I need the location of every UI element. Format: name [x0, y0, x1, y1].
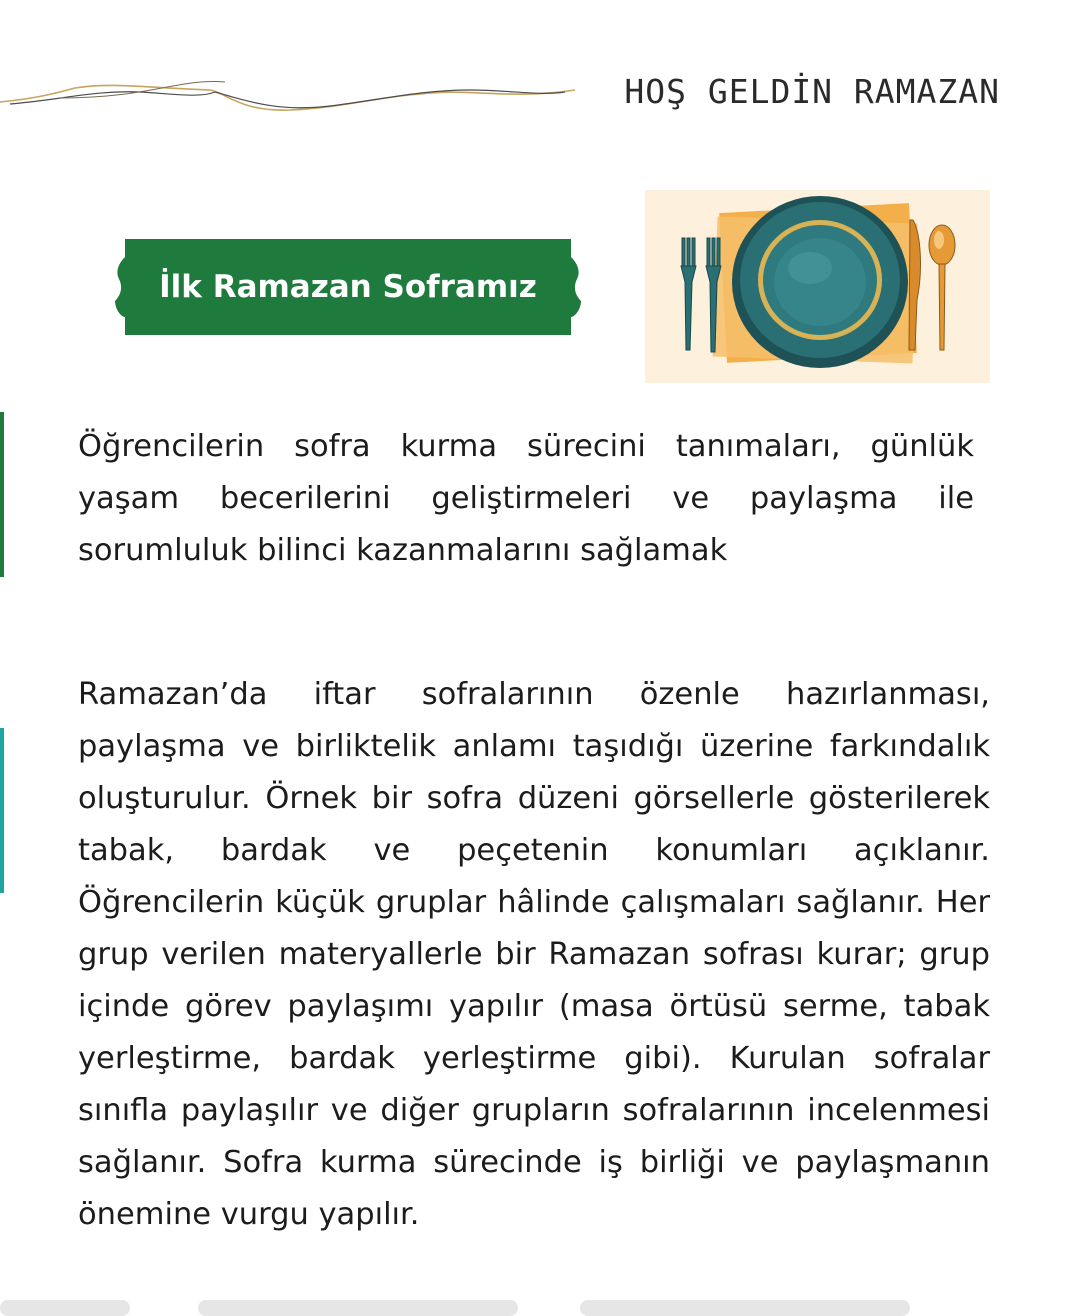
- objective-accent-bar: [0, 412, 4, 577]
- footer-tab-strip: [0, 1298, 1080, 1308]
- description-text: Ramazan’da iftar sofralarının özenle hazırlanması, paylaşma ve birliktelik anlamı taşıdığı üzerine farkındalık oluşturulur. Örnek bir sofra düzeni görsellerle gösterilerek tabak, bardak ve peçetenin konumları açıklanır. Öğrencilerin küçük gruplar hâlinde çalışmaları sağlanır. Her grup verilen materyallerle bir Ramazan sofrası kurar; grup içinde görev paylaşımı yapılır (masa örtüsü serme, tabak yerleştirme, bardak yerleştirme gibi). Kurulan sofralar sınıfla paylaşılır ve diğer grupların sofralarının incelenmesi sağlanır. Sofra kurma sürecinde iş birliği ve paylaşmanın önemine vurgu yapılır.: [78, 677, 990, 1232]
- activity-title-banner: [115, 239, 581, 335]
- objective-text: Öğrencilerin sofra kurma sürecini tanımaları, günlük yaşam becerilerini geliştirmeleri ve paylaşma ile sorumluluk bilinci kazanmalarını sağlamak: [78, 429, 974, 568]
- footer-tab: [198, 1300, 518, 1316]
- section-header-title: HOŞ GELDİN RAMAZAN: [624, 72, 1000, 111]
- table-setting-icon: [645, 190, 990, 383]
- footer-tab: [0, 1300, 130, 1316]
- activity-title: İlk Ramazan Soframız: [159, 269, 537, 305]
- decorative-wave-line: [0, 68, 580, 128]
- footer-tab: [580, 1300, 910, 1316]
- description-accent-bar: [0, 728, 4, 893]
